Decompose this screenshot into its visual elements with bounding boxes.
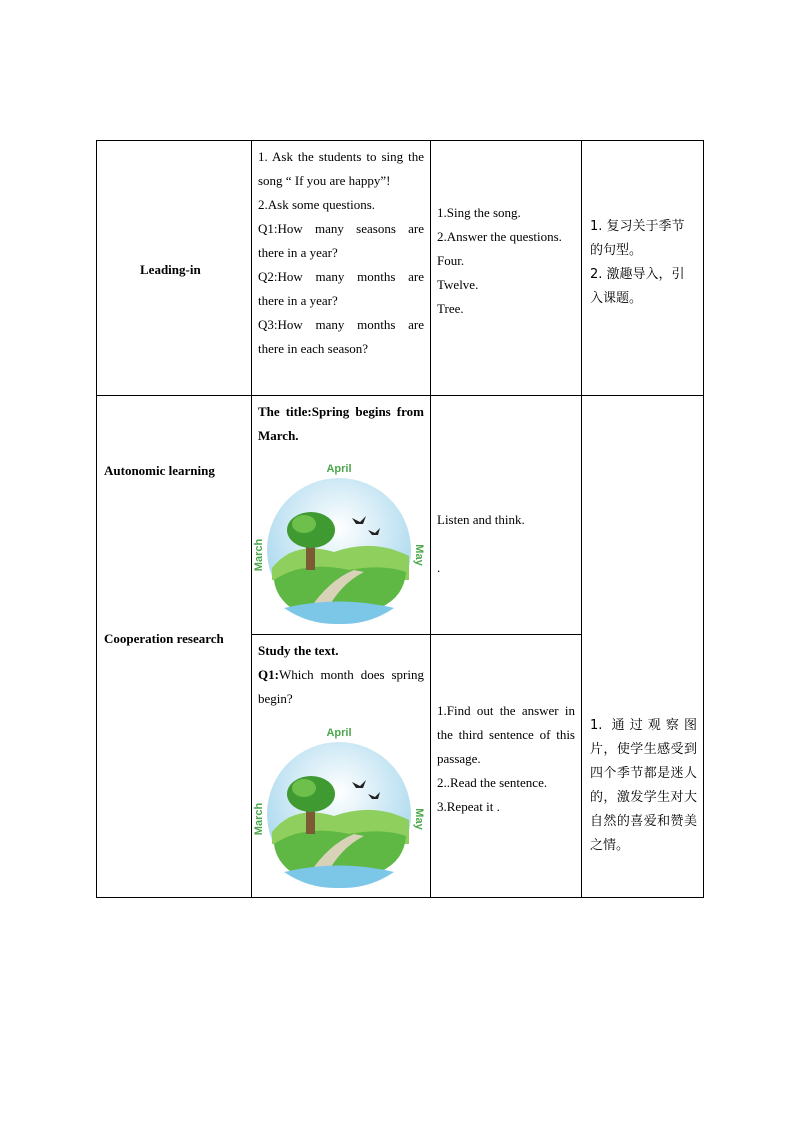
- season-label-march: March: [254, 802, 265, 836]
- stage-label-cooperation: Cooperation research: [104, 631, 224, 646]
- student-line: 2..Read the sentence.: [437, 775, 548, 790]
- teacher-question: [258, 663, 424, 711]
- question-label: Q1:: [258, 667, 279, 682]
- student-line: Tree.: [437, 301, 464, 316]
- tree-crown-light: [292, 515, 316, 533]
- student-line: Twelve.: [437, 277, 479, 292]
- purpose-line: 1. 复习关于季节的句型。: [590, 219, 685, 258]
- tree-crown-light: [292, 779, 316, 797]
- water: [284, 866, 394, 889]
- student-line: 1.Sing the song.: [437, 205, 521, 220]
- student-activity-list: [437, 699, 575, 819]
- teacher-line: Q3:How many months are there in each season?: [258, 317, 424, 356]
- stage-label-autonomic: Autonomic learning: [104, 463, 215, 478]
- student-line: Listen and think.: [437, 512, 525, 527]
- student-line: .: [437, 560, 441, 575]
- season-label-may: May: [413, 808, 424, 830]
- student-line: 2.Answer the questions.: [437, 229, 562, 244]
- teacher-activity-list: [258, 145, 424, 361]
- study-title: Study the text.: [258, 643, 339, 658]
- spring-illustration: [254, 724, 424, 894]
- student-line: 3.Repeat it .: [437, 799, 500, 814]
- student-cell-cooperation: [430, 634, 582, 898]
- season-label-march: March: [254, 538, 265, 572]
- teacher-cell-leading-in: [251, 140, 431, 396]
- water: [284, 602, 394, 625]
- season-label-april: April: [326, 463, 352, 475]
- season-label-may: May: [413, 544, 424, 566]
- teacher-line: Q1:How many seasons are there in a year?: [258, 221, 424, 260]
- teacher-line: Q2:How many months are there in a year?: [258, 269, 424, 308]
- student-line: Four.: [437, 253, 465, 268]
- student-line: 1.Find out the answer in the third sentence of this passage.: [437, 703, 575, 766]
- student-cell-autonomic: [430, 395, 582, 635]
- purpose-cell-learning: [581, 395, 704, 898]
- student-activity-list: [437, 201, 575, 321]
- student-activity-list: [437, 508, 575, 580]
- question-text: Which month does spring begin?: [258, 667, 424, 706]
- purpose-list: [590, 215, 697, 311]
- lesson-title: The title:Spring begins from March.: [258, 404, 424, 443]
- stage-label-leading-in: Leading-in: [140, 262, 201, 277]
- teacher-line: 2.Ask some questions.: [258, 197, 375, 212]
- illustration-autonomic: [254, 460, 424, 635]
- purpose-text: 1. 通过观察图片，使学生感受到四个季节都是迷人的，激发学生对大自然的喜爱和赞美之情。: [590, 718, 697, 853]
- spring-illustration: [254, 460, 424, 630]
- student-cell-leading-in: [430, 140, 582, 396]
- teacher-line: 1. Ask the students to sing the song “ If you are happy”!: [258, 149, 424, 188]
- illustration-cooperation: [254, 724, 424, 899]
- season-label-april: April: [326, 727, 352, 739]
- purpose-cell-leading-in: [581, 140, 704, 396]
- purpose-line: 2. 激趣导入，引入课题。: [590, 267, 685, 306]
